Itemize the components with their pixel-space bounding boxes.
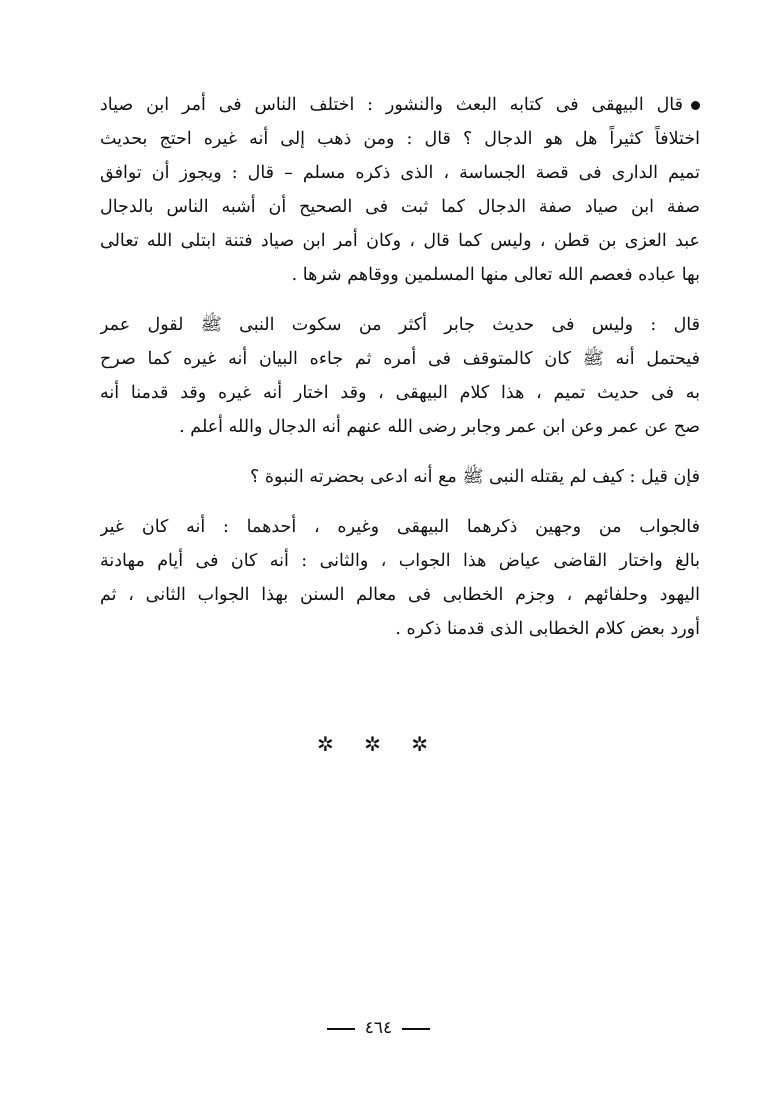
- bullet-icon: [691, 101, 700, 110]
- text-line: صح عن عمر وعن ابن عمر وجابر رضى الله عنهم أنه الدجال والله أعلم .: [179, 417, 700, 437]
- text-line: قال البيهقى فى كتابه البعث والنشور : اختلف الناس فى أمر ابن صياد: [100, 88, 700, 122]
- text-line: تميم الدارى فى قصة الجساسة ، الذى ذكره مسلم – قال : ويجوز أن توافق: [100, 163, 700, 183]
- page-footer: [0, 1018, 757, 1038]
- text-line: عبد العزى بن قطن ، وليس كما قال ، وكان أمر ابن صياد فتنة ابتلى الله تعالى: [100, 231, 700, 251]
- text-line: بها عباده فعصم الله تعالى منها المسلمين ووقاهم شرها .: [291, 265, 700, 285]
- text-line: فيحتمل أنه ﷺ كان كالمتوقف فى أمره ثم جاءه البيان أنه غيره كما صرح: [100, 349, 700, 369]
- text-line: اختلافاً كثيراً هل هو الدجال ؟ قال : ومن ذهب إلى أنه غيره احتج بحديث: [100, 129, 700, 149]
- paragraph-4: [100, 510, 700, 646]
- paragraph-2: [100, 308, 700, 444]
- paragraph-3: [100, 460, 700, 494]
- page-number: ٤٦٤: [364, 1018, 393, 1038]
- footer-dash-right: [402, 1028, 430, 1030]
- footer-dash-left: [327, 1028, 355, 1030]
- text-line: أورد بعض كلام الخطابى الذى قدمنا ذكره .: [395, 619, 700, 639]
- text-line: قال : وليس فى حديث جابر أكثر من سكوت النبى ﷺ لقول عمر: [100, 315, 700, 335]
- section-separator: ✲ ✲ ✲: [317, 732, 440, 756]
- text-line: به فى حديث تميم ، هذا كلام البيهقى ، وقد اختار أنه غيره وقد قدمنا أنه: [100, 383, 700, 403]
- text-line: فإن قيل : كيف لم يقتله النبى ﷺ مع أنه ادعى بحضرته النبوة ؟: [249, 467, 700, 487]
- text-line: اليهود وحلفائهم ، وجزم الخطابى فى معالم السنن بهذا الجواب الثانى ، ثم: [100, 585, 700, 605]
- body-text: [100, 88, 700, 646]
- text-line: بالغ واختار القاضى عياض هذا الجواب ، والثانى : أنه كان فى أيام مهادنة: [100, 551, 700, 571]
- text-line: فالجواب من وجهين ذكرهما البيهقى وغيره ، أحدهما : أنه كان غير: [100, 517, 700, 537]
- text-line: صفة ابن صياد صفة الدجال كما ثبت فى الصحيح أن أشبه الناس بالدجال: [100, 197, 700, 217]
- paragraph-1: [100, 88, 700, 292]
